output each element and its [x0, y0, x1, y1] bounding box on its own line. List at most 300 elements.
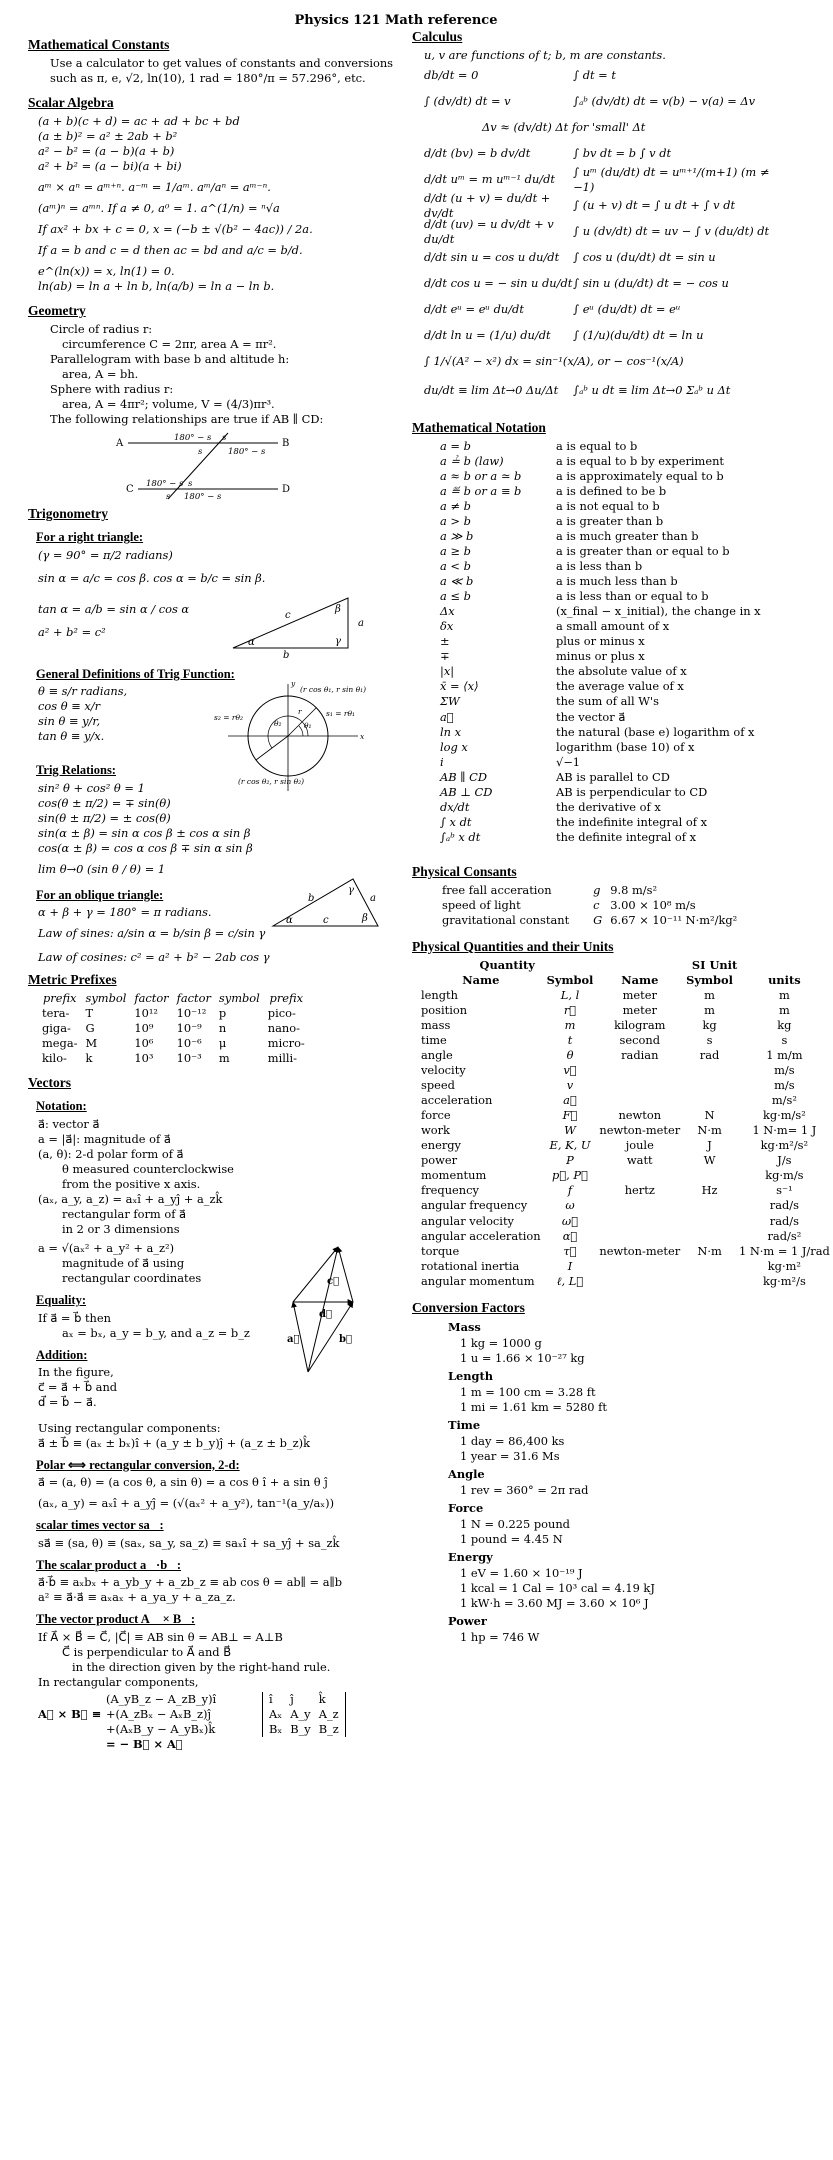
right-triangle-figure — [223, 588, 373, 661]
arc-s2-label: s₂ = rθ₂ — [214, 713, 244, 723]
notation-symbol: AB ⊥ CD — [440, 784, 493, 799]
column-header: units — [768, 972, 801, 987]
side-a-label: a — [370, 893, 376, 905]
text-line: d⃗ = b⃗ − a⃗. — [38, 1395, 97, 1410]
theta-2-label: θ₂ — [274, 719, 282, 729]
table-cell: m — [218, 1051, 230, 1066]
column-header: symbol — [218, 991, 260, 1006]
notation-meaning: (x_final − x_initial), the change in x — [556, 604, 761, 619]
text-line: rectangular coordinates — [62, 1271, 202, 1286]
notation-symbol: a ≥ b — [440, 544, 471, 558]
conversion-group-name: Power — [448, 1614, 487, 1629]
table-cell: speed — [421, 1078, 455, 1093]
notation-symbol: dx/dt — [440, 799, 470, 814]
notation-row — [412, 740, 761, 755]
table-row — [418, 1244, 833, 1259]
equality-subheading: Equality: — [36, 1293, 87, 1308]
derivative-formula: d/dt cos u = − sin u du/dt — [424, 276, 573, 291]
group-header-quantity: Quantity — [479, 957, 535, 972]
constant-value: 3.00 × 10⁸ m/s — [610, 897, 696, 912]
vector-c-label: c⃗ — [327, 1276, 340, 1288]
table-cell: kg — [702, 1017, 717, 1032]
table-row — [418, 1063, 833, 1078]
constant-name: speed of light — [442, 897, 521, 912]
angle-label: 180° − s — [174, 433, 212, 444]
notation-symbol: x̄ = ⟨x⟩ — [440, 679, 479, 694]
arc-theta-1 — [299, 726, 303, 736]
calculus-row — [412, 63, 772, 89]
table-cell: kg·m/s² — [762, 1108, 806, 1123]
table-cell — [683, 1259, 736, 1274]
table-cell — [683, 1093, 736, 1108]
table-cell: kg·m/s — [765, 1168, 804, 1183]
notation-symbol: a ≝ b or a ≡ b — [440, 483, 522, 498]
table-cell: length — [421, 987, 458, 1002]
physical-constants-heading: Physical Consants — [412, 863, 517, 879]
column-header: factor — [134, 991, 169, 1006]
table-row — [418, 1003, 833, 1018]
table-cell: nano- — [267, 1021, 300, 1036]
notation-row — [412, 634, 761, 649]
table-cell: m — [704, 987, 715, 1002]
table-cell: newton-meter — [599, 1243, 681, 1258]
equation: Law of sines: a/sin α = b/sin β = c/sin γ — [38, 926, 266, 941]
table-row — [438, 913, 741, 928]
table-row — [38, 1051, 309, 1066]
equation: If a = b and c = d then ac = bd and a/c = b/d. — [38, 243, 303, 258]
notation-meaning: a is less than or equal to b — [556, 589, 709, 604]
table-cell: torque — [421, 1243, 460, 1258]
table-row — [418, 1093, 833, 1108]
notation-symbol: Δx — [440, 604, 455, 619]
angle-label: 180° − s — [184, 492, 222, 503]
x-axis-label: x — [360, 732, 365, 742]
radius-label: r — [298, 707, 302, 717]
vector-b-label: b⃗ — [339, 1334, 352, 1346]
table-row — [418, 1138, 833, 1153]
table-cell: N — [704, 1108, 715, 1123]
text-line: such as π, e, √2, ln(10), 1 rad = 180°/π = 57.296°, etc. — [50, 70, 366, 85]
notation-meaning: plus or minus x — [556, 634, 645, 649]
conversion-line: 1 year = 31.6 Ms — [460, 1448, 560, 1463]
table-row — [418, 1078, 833, 1093]
table-cell: W — [703, 1153, 716, 1168]
matrix-cell: B_z — [318, 1722, 339, 1737]
table-cell — [596, 1078, 683, 1093]
constant-value: 9.8 m/s² — [610, 882, 658, 897]
label-b: B — [282, 438, 290, 450]
approximation-formula: Δv ≈ (dv/dt) Δt for 'small' Δt — [482, 120, 646, 135]
table-cell: ω — [565, 1198, 575, 1213]
equation: (A_yB_z − A_zB_y)î — [106, 1692, 217, 1707]
table-row — [418, 1108, 833, 1123]
conversion-line: 1 kg = 1000 g — [460, 1335, 542, 1350]
derivative-formula: d/dt (bv) = b dv/dt — [424, 146, 531, 161]
table-cell: r⃗ — [563, 1002, 577, 1017]
integral-formula: ∫ uᵐ (du/dt) dt = uᵐ⁺¹/(m+1) (m ≠ −1) — [573, 164, 770, 194]
equation: a⃗ = (a, θ) = (a cos θ, a sin θ) = a cos θ î + a sin θ ĵ — [38, 1475, 328, 1490]
angle-label: s — [188, 479, 193, 490]
table-cell: p — [218, 1006, 227, 1021]
integral-formula: ∫ (1/u)(du/dt) dt = ln u — [573, 328, 704, 343]
table-cell: momentum — [421, 1168, 487, 1183]
table-cell — [596, 1229, 683, 1244]
table-cell: m — [704, 1002, 715, 1017]
table-cell — [683, 1274, 736, 1289]
table-cell: kg·m²/s — [762, 1273, 806, 1288]
notation-row — [412, 559, 761, 574]
column-header: Symbol — [546, 972, 594, 987]
table-cell: frequency — [421, 1183, 479, 1198]
notation-meaning: a is less than b — [556, 559, 643, 574]
side-c-label: c — [285, 609, 291, 621]
notation-row — [412, 574, 761, 589]
calculus-heading: Calculus — [412, 29, 463, 44]
table-cell — [596, 1093, 683, 1108]
text-line: rectangular form of a⃗ — [62, 1207, 187, 1222]
table-cell: kg — [777, 1017, 792, 1032]
conversion-line: 1 pound = 4.45 N — [460, 1532, 563, 1547]
notation-meaning: a small amount of x — [556, 619, 670, 634]
notation-meaning: the vector a⃗ — [556, 709, 626, 724]
text-line: in 2 or 3 dimensions — [62, 1222, 180, 1237]
table-cell: s — [781, 1032, 788, 1047]
text-line: in the direction given by the right-hand rule. — [72, 1659, 331, 1674]
equation: +(AₓB_y − A_yBₓ)k̂ — [106, 1722, 216, 1737]
equation: If ax² + bx + c = 0, x = (−b ± √(b² − 4ac)) / 2a. — [38, 222, 313, 236]
calculus-row — [412, 164, 772, 194]
label-c: C — [126, 484, 134, 496]
vector-d-label: d⃗ — [319, 1309, 332, 1321]
table-cell: acceleration — [421, 1093, 493, 1108]
table-cell: Hz — [701, 1183, 718, 1198]
geometry-text — [28, 322, 400, 427]
constant-name: free fall acceration — [442, 882, 552, 897]
constant-value: 6.67 × 10⁻¹¹ N·m²/kg² — [610, 912, 738, 927]
side-c-label: c — [323, 915, 329, 927]
conversion-line: 1 kcal = 1 Cal = 10³ cal = 4.19 kJ — [460, 1581, 655, 1596]
table-row — [418, 1033, 833, 1048]
table-cell — [683, 1214, 736, 1229]
scalar-times-list — [28, 1536, 400, 1551]
table-cell: 10⁻¹² — [176, 1006, 207, 1021]
page-title: Physics 121 Math reference — [294, 13, 498, 28]
conversion-group-name: Energy — [448, 1550, 493, 1565]
notation-meaning: minus or plus x — [556, 649, 645, 664]
equation: (γ = 90° = π/2 radians) — [38, 547, 173, 562]
conversion-line: 1 u = 1.66 × 10⁻²⁷ kg — [460, 1350, 585, 1365]
table-cell: angular momentum — [421, 1273, 535, 1288]
oblique-triangle-heading: For an oblique triangle: — [36, 887, 164, 902]
units-table — [418, 958, 833, 1289]
table-cell: N·m — [697, 1243, 722, 1258]
oblique-triangle-figure — [268, 871, 388, 931]
notation-meaning: the absolute value of x — [556, 664, 687, 679]
arc-s1-label: s₁ = rθ₁ — [326, 709, 356, 719]
table-cell: L, l — [560, 987, 580, 1002]
notation-row — [412, 484, 761, 499]
table-row — [418, 1229, 833, 1244]
table-row — [418, 1123, 833, 1138]
table-cell: watt — [626, 1153, 653, 1168]
table-cell: rad/s — [769, 1198, 799, 1213]
equation: (aₓ, a_y) = aₓî + a_yĵ = (√(aₓ² + a_y²), tan⁻¹(a_y/aₓ)) — [38, 1496, 335, 1511]
equation: θ ≡ s/r radians, — [38, 684, 128, 699]
notation-symbol: ∫ x dt — [440, 814, 472, 829]
conversion-line: 1 eV = 1.60 × 10⁻¹⁹ J — [460, 1566, 583, 1581]
matrix-cell: Bₓ — [269, 1722, 283, 1737]
derivative-formula: d/dt eᵘ = eᵘ du/dt — [424, 302, 524, 317]
table-cell: rad/s² — [767, 1228, 802, 1243]
table-cell: m — [778, 1002, 790, 1017]
calculus-row — [412, 271, 772, 297]
table-cell: v⃗ — [563, 1063, 577, 1078]
notation-meaning: a is much greater than b — [556, 528, 699, 543]
table-cell: meter — [622, 1002, 657, 1017]
table-cell: G — [85, 1021, 95, 1036]
determinant-matrix — [262, 1692, 346, 1737]
column-header: Name — [462, 972, 500, 987]
table-cell: kg·m²/s² — [760, 1138, 809, 1153]
units-rows — [418, 988, 833, 1289]
table-cell — [596, 1274, 683, 1289]
derivative-formula: ∫ (dv/dt) dt = v — [424, 94, 511, 109]
conversion-line: 1 rev = 360° = 2π rad — [460, 1483, 589, 1498]
vector-a-label: a⃗ — [287, 1334, 300, 1346]
cross-expansion — [106, 1692, 256, 1737]
notation-row — [412, 544, 761, 559]
table-cell: τ⃗ — [563, 1243, 577, 1258]
general-trig-heading: General Definitions of Trig Function: — [36, 666, 235, 681]
table-cell: k — [85, 1051, 93, 1066]
notation-symbol: a ≪ b — [440, 574, 474, 589]
calculus-row — [412, 89, 772, 115]
table-cell: E, K, U — [549, 1138, 591, 1153]
notation-meaning: a is approximately equal to b — [556, 468, 724, 483]
table-cell: m — [564, 1017, 576, 1032]
table-row — [438, 883, 741, 898]
table-cell — [596, 1063, 683, 1078]
notation-symbol: ± — [440, 634, 450, 649]
notation-row — [412, 815, 761, 830]
notation-meaning: the derivative of x — [556, 799, 661, 814]
matrix-cell: A_y — [290, 1707, 311, 1722]
notation-meaning: the definite integral of x — [556, 829, 697, 844]
table-cell: power — [421, 1153, 458, 1168]
table-row — [418, 1048, 833, 1063]
notation-symbol: ∓ — [440, 649, 450, 664]
table-cell: angular velocity — [421, 1213, 514, 1228]
text-line: aₓ = bₓ, a_y = b_y, and a_z = b_z — [62, 1325, 250, 1340]
notation-symbol: a ≟ b (law) — [440, 453, 504, 468]
table-row — [418, 1259, 833, 1274]
calculus-row — [412, 190, 772, 220]
table-cell: time — [421, 1032, 447, 1047]
math-constants-heading: Mathematical Constants — [28, 37, 170, 52]
notation-row — [412, 529, 761, 544]
conversion-group-name: Mass — [448, 1319, 481, 1334]
gamma-label: γ — [335, 635, 341, 647]
text-line: a⃗: vector a⃗ — [38, 1116, 100, 1131]
calculus-row — [412, 141, 772, 167]
equation: tan θ ≡ y/x. — [38, 729, 105, 744]
table-cell — [683, 1229, 736, 1244]
notation-symbol: ΣW — [440, 694, 460, 709]
table-cell: mega- — [42, 1036, 78, 1051]
text-line: If a⃗ = b⃗ then — [38, 1310, 111, 1325]
derivative-formula: d/dt (uv) = u dv/dt + v du/dt — [424, 216, 554, 246]
polar-rect-heading: Polar ⟺ rectangular conversion, 2-d: — [36, 1457, 240, 1472]
integral-formula: ∫ u (dv/dt) dt = uv − ∫ v (du/dt) dt — [573, 224, 770, 239]
conversion-group-name: Angle — [448, 1466, 485, 1481]
equation: ln(ab) = ln a + ln b, ln(a/b) = ln a − ln b. — [38, 279, 275, 294]
table-cell: work — [421, 1123, 450, 1138]
table-header-row — [38, 991, 309, 1006]
constant-name: gravitational constant — [442, 912, 570, 927]
calculus-row — [412, 115, 772, 141]
notation-meaning: a is equal to b — [556, 438, 638, 453]
table-cell: angle — [421, 1047, 453, 1062]
notation-row — [412, 514, 761, 529]
text-line: In rectangular components, — [38, 1675, 199, 1689]
conversion-group-name: Force — [448, 1501, 484, 1516]
column-header: prefix — [269, 991, 304, 1006]
table-cell — [596, 1198, 683, 1213]
scalar-algebra-list — [28, 114, 400, 294]
notation-row — [412, 469, 761, 484]
equation: a⃗·b⃗ ≡ aₓbₓ + a_yb_y + a_zb_z ≡ ab cos θ = ab∥ = a∥b — [38, 1575, 343, 1590]
label-d: D — [282, 484, 291, 496]
notation-row — [412, 710, 761, 725]
table-cell: newton — [618, 1108, 662, 1123]
matrix-cell: î — [269, 1692, 273, 1707]
notation-row — [412, 664, 761, 679]
table-cell: rad/s — [769, 1213, 799, 1228]
table-cell: J/s — [777, 1153, 792, 1168]
table-cell: radian — [621, 1047, 659, 1062]
notation-symbol: |x| — [440, 664, 455, 679]
notation-meaning: the indefinite integral of x — [556, 814, 708, 829]
calculus-row — [412, 245, 772, 271]
notation-symbol: ln x — [440, 724, 462, 739]
table-cell: t — [567, 1032, 573, 1047]
table-group-row — [418, 958, 833, 973]
table-cell: m/s — [774, 1063, 795, 1078]
polar-rect-list — [28, 1475, 400, 1511]
table-row — [418, 1274, 833, 1289]
addition-subheading: Addition: — [36, 1347, 88, 1362]
equation: sin² θ + cos² θ = 1 — [38, 780, 145, 795]
conversion-group-name: Length — [448, 1368, 494, 1383]
table-row — [418, 1018, 833, 1033]
calculus-row — [412, 323, 772, 349]
notation-subheading: Notation: — [36, 1099, 87, 1114]
side-b-label: b — [283, 649, 290, 661]
group-header-si: SI Unit — [691, 957, 738, 972]
equation: (a + b)(c + d) = ac + ad + bc + bd — [38, 113, 240, 128]
scalar-product-heading: The scalar product a⃗·b⃗: — [36, 1557, 182, 1572]
text-line: area, A = 4πr²; volume, V = (4/3)πr³. — [62, 397, 275, 412]
equation: sa⃗ ≡ (sa, θ) ≡ (saₓ, sa_y, sa_z) ≡ saₓî + sa_yĵ + sa_zk̂ — [38, 1535, 340, 1550]
right-column — [412, 28, 830, 1645]
gamma-label: γ — [348, 885, 354, 897]
table-row — [418, 1183, 833, 1198]
notation-meaning: AB is parallel to CD — [556, 769, 670, 784]
constant-symbol: G — [593, 912, 603, 927]
table-cell — [683, 1078, 736, 1093]
right-triangle-block — [28, 548, 400, 660]
equation: (a ± b)² = a² ± 2ab + b² — [38, 128, 178, 143]
text-line: Sphere with radius r: — [50, 382, 174, 397]
table-cell: α⃗ — [562, 1228, 578, 1243]
notation-row — [412, 649, 761, 664]
table-cell: T — [85, 1006, 94, 1021]
label-a: A — [116, 438, 124, 450]
equation: cos(α ± β) = cos α cos β ∓ sin α sin β — [38, 840, 253, 855]
notation-symbol: log x — [440, 739, 468, 754]
notation-row — [412, 679, 761, 694]
derivative-formula: d/dt ln u = (1/u) du/dt — [424, 328, 551, 343]
table-cell: newton-meter — [599, 1123, 681, 1138]
notation-meaning: a is equal to b by experiment — [556, 453, 725, 468]
notation-row — [412, 755, 761, 770]
text-line: a = |a⃗|: magnitude of a⃗ — [38, 1131, 171, 1146]
text-line: magnitude of a⃗ using — [62, 1256, 185, 1271]
table-cell: J — [707, 1138, 712, 1153]
equation: cos θ ≡ x/r — [38, 699, 101, 714]
table-row — [418, 1198, 833, 1213]
conversion-factors-list — [412, 1320, 772, 1646]
equation: α + β + γ = 180° = π radians. — [38, 905, 212, 920]
table-cell: kilogram — [614, 1017, 666, 1032]
matrix-cell: Aₓ — [269, 1707, 283, 1722]
table-cell: 10³ — [134, 1051, 154, 1066]
table-cell: M — [85, 1036, 98, 1051]
notation-symbol: AB ∥ CD — [440, 769, 487, 784]
text-line: Using rectangular components: — [38, 1420, 221, 1435]
beta-label: β — [362, 913, 368, 925]
table-cell: meter — [622, 987, 657, 1002]
notation-meaning: the sum of all W's — [556, 694, 659, 709]
text-line: from the positive x axis. — [62, 1176, 201, 1191]
table-cell: p⃗, P⃗ — [552, 1168, 588, 1183]
table-cell: s⁻¹ — [776, 1183, 793, 1198]
units-heading: Physical Quantities and their Units — [412, 938, 614, 954]
calculus-row — [412, 216, 772, 246]
angle-label: 180° − s — [146, 479, 184, 490]
equation: e^(ln(x)) = x, ln(1) = 0. — [38, 264, 175, 279]
table-row — [418, 1153, 833, 1168]
angle-label: s — [198, 447, 203, 458]
vector-product-heading: The vector product A⃗ × B⃗: — [36, 1612, 196, 1627]
beta-label: β — [335, 603, 341, 615]
conversion-line: 1 day = 86,400 ks — [460, 1433, 565, 1448]
table-cell — [683, 1198, 736, 1213]
table-cell: P — [566, 1153, 574, 1168]
table-cell — [683, 1168, 736, 1183]
notation-row — [412, 454, 761, 469]
derivative-formula: d/dt uᵐ = m uᵐ⁻¹ du/dt — [424, 172, 556, 187]
table-row — [418, 988, 833, 1003]
angle-label: s — [222, 433, 227, 444]
math-constants-text — [28, 56, 400, 86]
table-cell: rad — [699, 1047, 720, 1062]
notation-meaning: the natural (base e) logarithm of x — [556, 724, 755, 739]
table-cell: kg·m² — [767, 1258, 801, 1273]
integral-definition: ∫ₐᵇ u dt ≡ lim Δt→0 Σₐᵇ u Δt — [573, 383, 731, 398]
parallel-lines-figure — [28, 431, 400, 501]
notation-row — [412, 589, 761, 604]
